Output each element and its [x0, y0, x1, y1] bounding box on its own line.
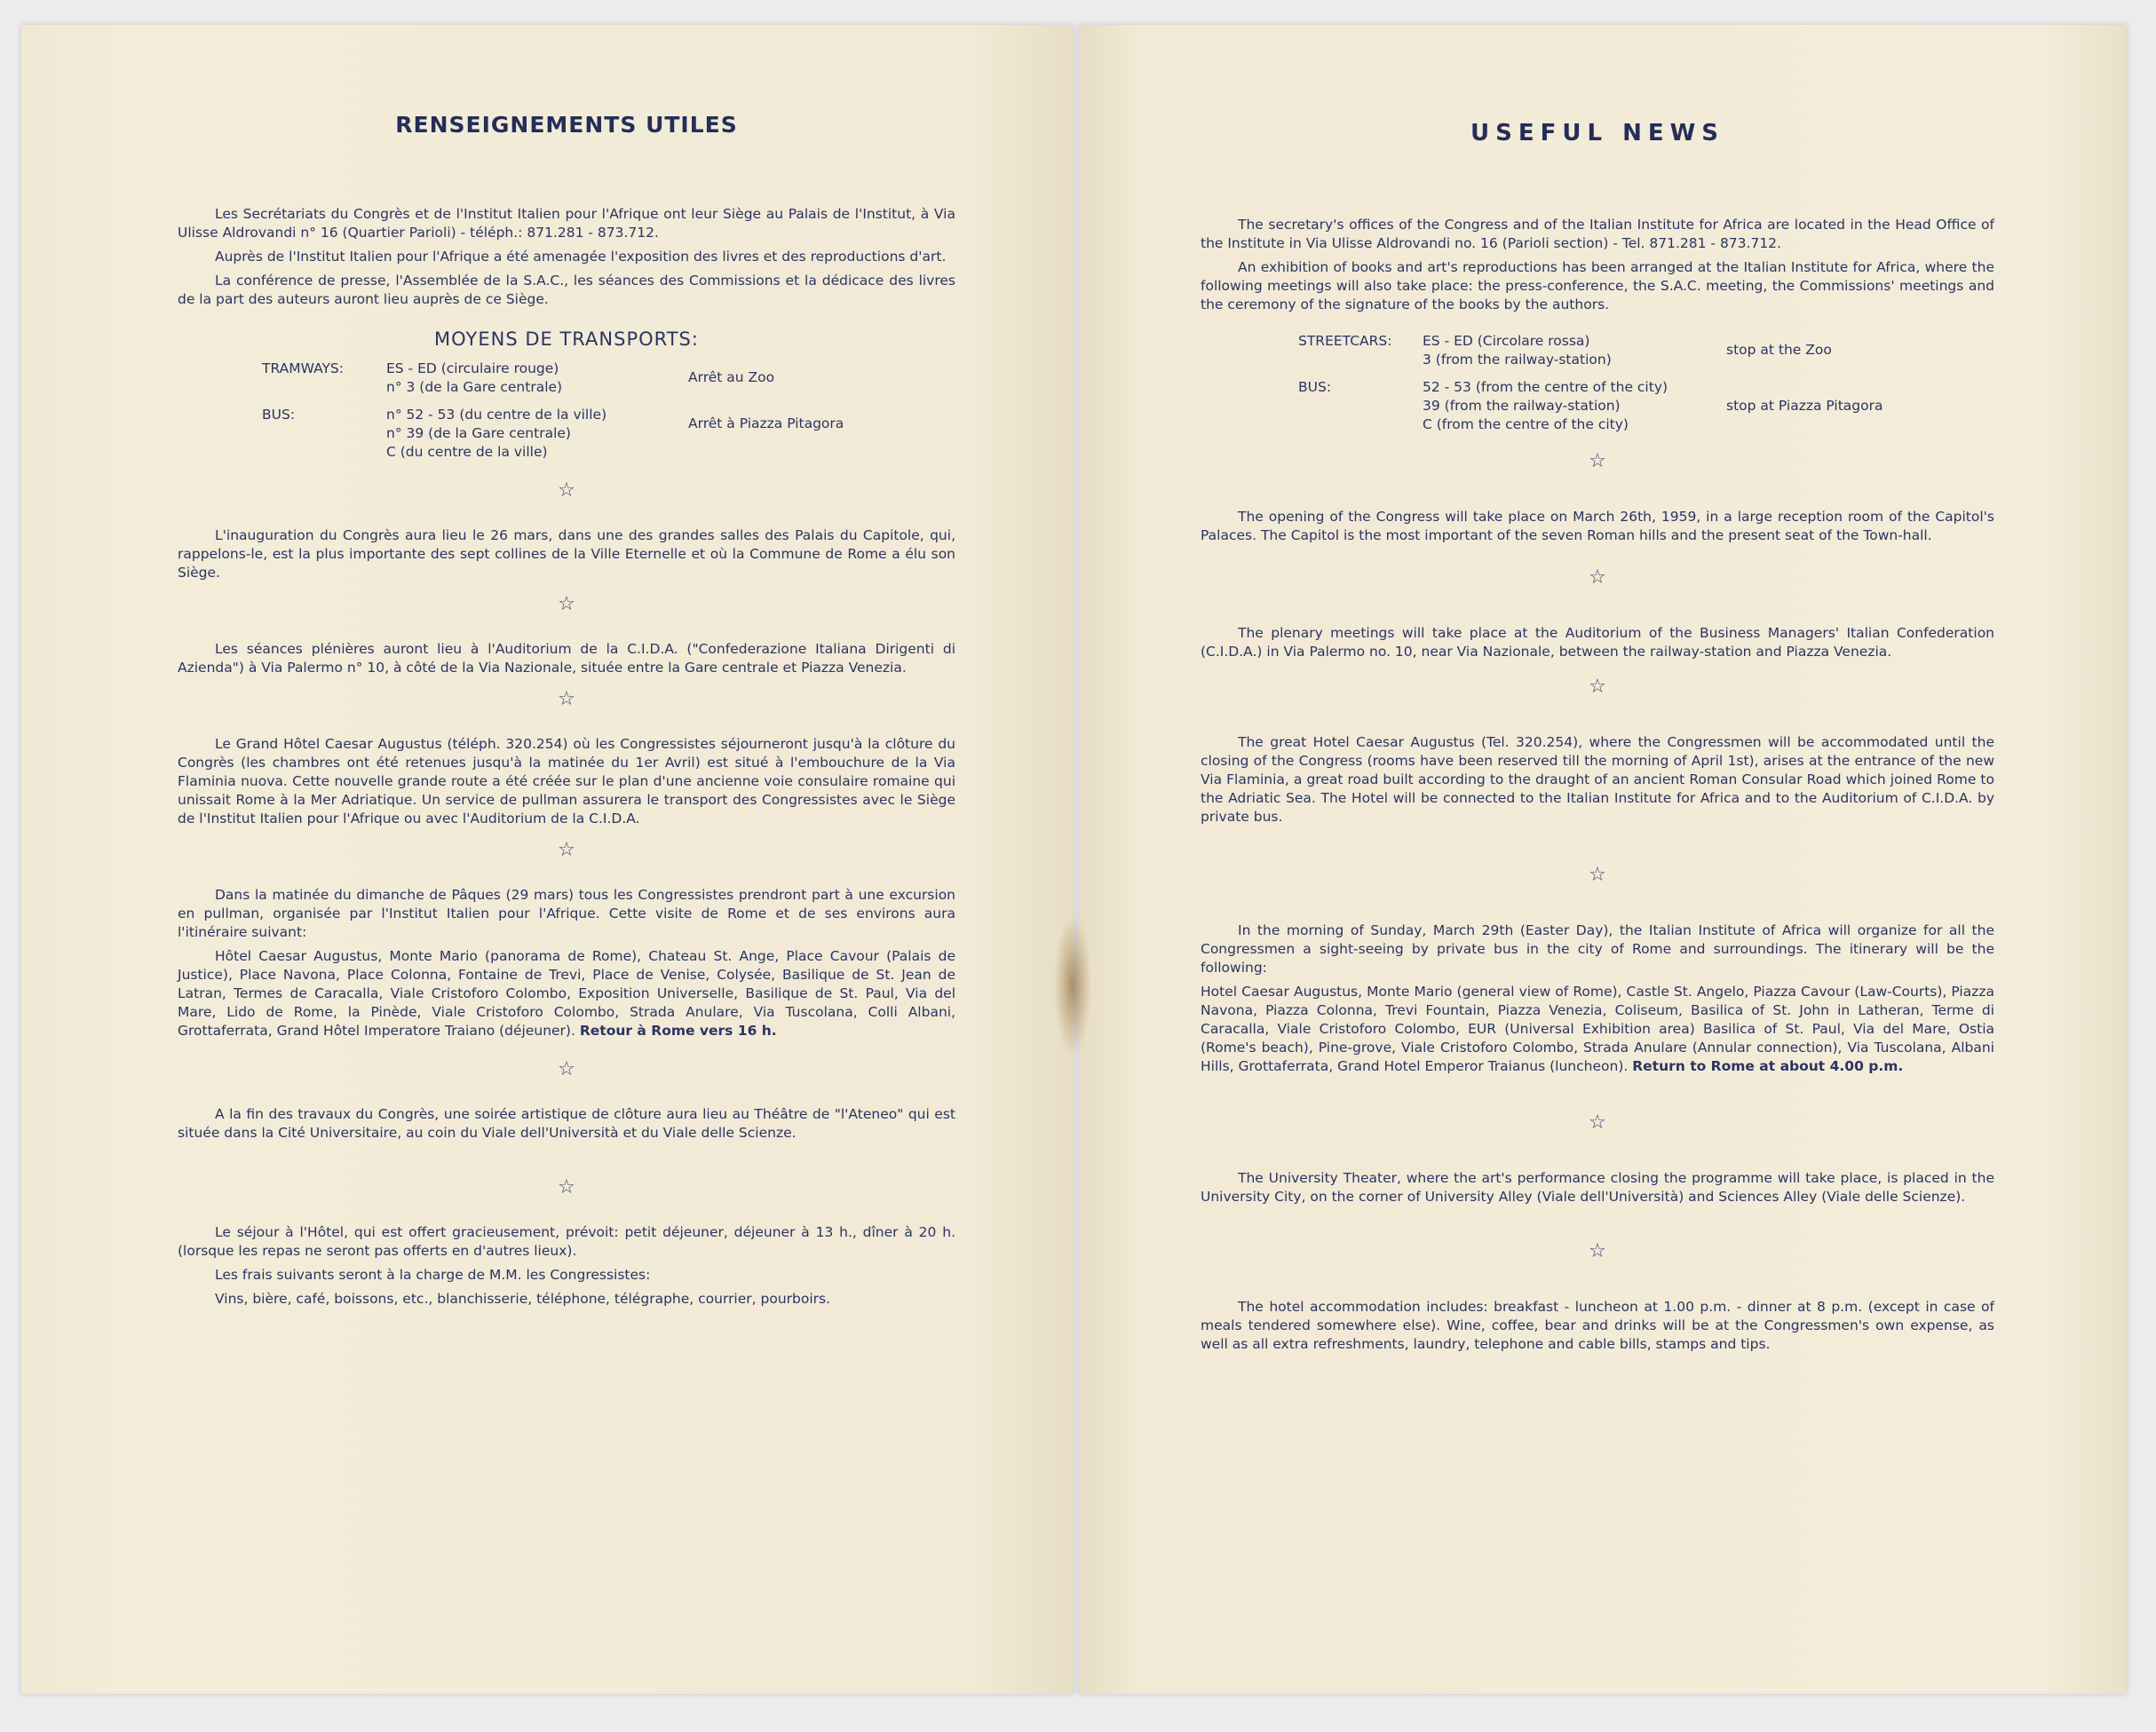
left-stay: Le séjour à l'Hôtel, qui est offert gracieusement, prévoit: petit déjeuner, déjeuner à 13 h., dîner à 20 h. (lorsque les repas ne seront pas offerts en d'autres lieux).	[178, 1224, 955, 1259]
right-itinerary-text: Hotel Caesar Augustus, Monte Mario (general view of Rome), Castle St. Angelo, Piazza Cavour (Law-Courts), Piazza Navona, Piazza Colonna, Trevi Fountain, Piazza Venezia, Coliseum, Basilica of St. John in Latheran, Terme di Caracalla, Viale Cristoforo Colombo, EUR (Universal Exhibition area) Basilica of St. Paul, Via del Mare, Ostia (Rome's beach), Pine-grove, Viale Cristoforo Colombo, Strada Anulare (Annular connection), Via Tuscolana, Albani Hills, Grottaferrata, Grand Hotel Emperor Traianus (luncheon).	[1201, 984, 1994, 1074]
left-itinerary-text: Hôtel Caesar Augustus, Monte Mario (panorama de Rome), Chateau St. Ange, Place Cavour (Palais de Justice), Place Navona, Place Colonna, Fontaine de Trevi, Place de Venise, Colysée, Basilique de St. Jean de Latran, Termes de Caracalla, Viale Cristoforo Colombo, Exposition Universelle, Basilique de St. Paul, Via del Mare, Lido de Rome, la Pinède, Viale Cristoforo Colombo, Strada Anulare, Via Tuscolana, Colli Albani, Grottaferrata, Grand Hôtel Imperatore Traiano (déjeuner).	[178, 948, 955, 1039]
right-page-title: USEFUL NEWS	[1470, 120, 1724, 146]
right-theater: The University Theater, where the art's performance closing the programme will take place, is placed in the University City, on the corner of University Alley (Viale dell'Università) and Sciences Alley (Viale delle Scienze).	[1201, 1170, 1994, 1205]
star-divider: ☆	[558, 839, 575, 861]
streetcar-label: STREETCARS:	[1298, 333, 1392, 349]
bus-label: BUS:	[1298, 379, 1332, 395]
left-page-title: RENSEIGNEMENTS UTILES	[395, 112, 738, 138]
tram-line: n° 3 (de la Gare centrale)	[386, 379, 563, 395]
star-divider: ☆	[1589, 1111, 1606, 1134]
right-plenary: The plenary meetings will take place at the Auditorium of the Business Managers' Italian Confederation (C.I.D.A.) in Via Palermo no. 10, near Via Nazionale, between the railway-station and Piazza Venezia.	[1201, 625, 1994, 660]
left-intro-2: Auprès de l'Institut Italien pour l'Afrique a été amenagée l'exposition des livres et des reproductions d'art.	[215, 249, 947, 265]
spine-stain	[1055, 919, 1090, 1052]
right-opening: The opening of the Congress will take place on March 26th, 1959, in a large reception room of the Capitol's Palaces. The Capitol is the most important of the seven Roman hills and the present seat of the Town-hall.	[1201, 509, 1994, 543]
right-accommodation: The hotel accommodation includes: breakfast - luncheon at 1.00 p.m. - dinner at 8 p.m. (except in case of meals tendered somewhere else). Wine, coffee, bear and drinks will be at the Congressmen's own expense, as well as all extra refreshments, laundry, telephone and cable bills, stamps and tips.	[1201, 1299, 1994, 1352]
transport-heading: MOYENS DE TRANSPORTS:	[434, 328, 699, 350]
star-divider: ☆	[1589, 566, 1606, 589]
left-intro-3: La conférence de presse, l'Assemblée de la S.A.C., les séances des Commissions et la dédicace des livres de la part des auteurs auront lieu auprès de ce Siège.	[178, 273, 955, 307]
streetcar-line: 3 (from the railway-station)	[1423, 352, 1612, 368]
bus-line: n° 39 (de la Gare centrale)	[386, 425, 571, 441]
star-divider: ☆	[558, 593, 575, 615]
tram-label: TRAMWAYS:	[262, 360, 344, 376]
right-page-content	[1201, 120, 1994, 1354]
star-divider: ☆	[558, 1058, 575, 1080]
bus-line: C (du centre de la ville)	[386, 444, 548, 460]
left-plenary: Les séances plénières auront lieu à l'Auditorium de la C.I.D.A. ("Confederazione Italiana Dirigenti di Azienda") à Via Palermo n° 10, à côté de la Via Nazionale, située entre la Gare centrale et Piazza Venezia.	[178, 641, 955, 676]
bus-label: BUS:	[262, 407, 296, 423]
left-intro-1: Les Secrétariats du Congrès et de l'Institut Italien pour l'Afrique ont leur Siège au Palais de l'Institut, à Via Ulisse Aldrovandi n° 16 (Quartier Parioli) - téléph.: 871.281 - 873.712.	[178, 206, 955, 241]
star-divider: ☆	[1589, 450, 1606, 472]
left-charges-list: Vins, bière, café, boissons, etc., blanchisserie, téléphone, télégraphe, courrier, pourboirs.	[215, 1291, 831, 1307]
bus-line: 52 - 53 (from the centre of the city)	[1423, 379, 1669, 395]
star-divider: ☆	[558, 1176, 575, 1198]
left-excursion: Dans la matinée du dimanche de Pâques (29 mars) tous les Congressistes prendront part à une excursion en pullman, organisée par l'Institut Italien pour l'Afrique. Cette visite de Rome et de ses environs aura l'itinéraire suivant:	[178, 887, 955, 940]
streetcar-line: ES - ED (Circolare rossa)	[1423, 333, 1590, 349]
streetcar-stop: stop at the Zoo	[1726, 342, 1832, 358]
star-divider: ☆	[558, 688, 575, 710]
right-itinerary	[1201, 983, 1994, 1076]
left-page-content	[178, 112, 955, 1309]
left-itinerary-return: Retour à Rome vers 16 h.	[579, 1023, 777, 1039]
bus-stop: Arrêt à Piazza Pitagora	[688, 415, 844, 431]
star-divider: ☆	[1589, 864, 1606, 886]
tram-stop: Arrêt au Zoo	[688, 369, 775, 385]
star-divider: ☆	[1589, 676, 1606, 698]
right-intro-1: The secretary's offices of the Congress and of the Italian Institute for Africa are located in the Head Office of the Institute in Via Ulisse Aldrovandi no. 16 (Parioli section) - Tel. 871.281 - 873.712.	[1201, 217, 1994, 251]
right-hotel: The great Hotel Caesar Augustus (Tel. 320.254), where the Congressmen will be accommodated until the closing of the Congress (rooms have been reserved till the morning of April 1st), arises at the entrance of the new Via Flaminia, a great road built according to the draught of an ancient Roman Consular Road which joined Rome to the Adriatic Sea. The Hotel will be connected to the Italian Institute for Africa and to the Auditorium of C.I.D.A. by private bus.	[1201, 734, 1994, 825]
right-intro-2: An exhibition of books and art's reproductions has been arranged at the Italian Institute for Africa, where the following meetings will also take place: the press-conference, the S.A.C. meeting, the Commissions' meetings and the ceremony of the signature of the books by the authors.	[1201, 259, 1994, 312]
bus-line: 39 (from the railway-station)	[1423, 398, 1621, 414]
bus-stop: stop at Piazza Pitagora	[1726, 398, 1883, 414]
tram-line: ES - ED (circulaire rouge)	[386, 360, 559, 376]
left-closing: A la fin des travaux du Congrès, une soirée artistique de clôture aura lieu au Théâtre de "l'Ateneo" qui est située dans la Cité Universitaire, au coin du Viale dell'Università et du Viale delle Scienze.	[178, 1106, 955, 1141]
bus-line: n° 52 - 53 (du centre de la ville)	[386, 407, 607, 423]
left-itinerary	[178, 947, 955, 1040]
transport-table	[262, 360, 844, 462]
star-divider: ☆	[1589, 1240, 1606, 1262]
right-itinerary-return: Return to Rome at about 4.00 p.m.	[1632, 1058, 1904, 1074]
star-divider: ☆	[558, 479, 575, 502]
left-inauguration: L'inauguration du Congrès aura lieu le 26 mars, dans une des grandes salles des Palais du Capitole, qui, rappelons-le, est la plus importante des sept collines de la Ville Eternelle et où la Commune de Rome a élu son Siège.	[178, 527, 955, 581]
right-excursion: In the morning of Sunday, March 29th (Easter Day), the Italian Institute of Africa will organize for all the Congressmen a sight-seeing by private bus in the city of Rome and surroundings. The itinerary will be the following:	[1201, 922, 1994, 976]
bus-line: C (from the centre of the city)	[1423, 416, 1629, 432]
left-hotel: Le Grand Hôtel Caesar Augustus (téléph. 320.254) où les Congressistes séjourneront jusqu'à la clôture du Congrès (les chambres ont été retenues jusqu'à la matinée du 1er Avril) est situé à l'embouchure de la Via Flaminia nuova. Cette nouvelle grande route a été créée sur le plan d'une ancienne voie consulaire romaine qui unissait Rome à la Mer Adriatique. Un service de pullman assurera le transport des Congressistes avec le Siège de l'Institut Italien pour l'Afrique ou avec l'Auditorium de la C.I.D.A.	[178, 736, 955, 826]
transport-table	[1298, 332, 1883, 434]
left-charges: Les frais suivants seront à la charge de M.M. les Congressistes:	[215, 1267, 651, 1283]
